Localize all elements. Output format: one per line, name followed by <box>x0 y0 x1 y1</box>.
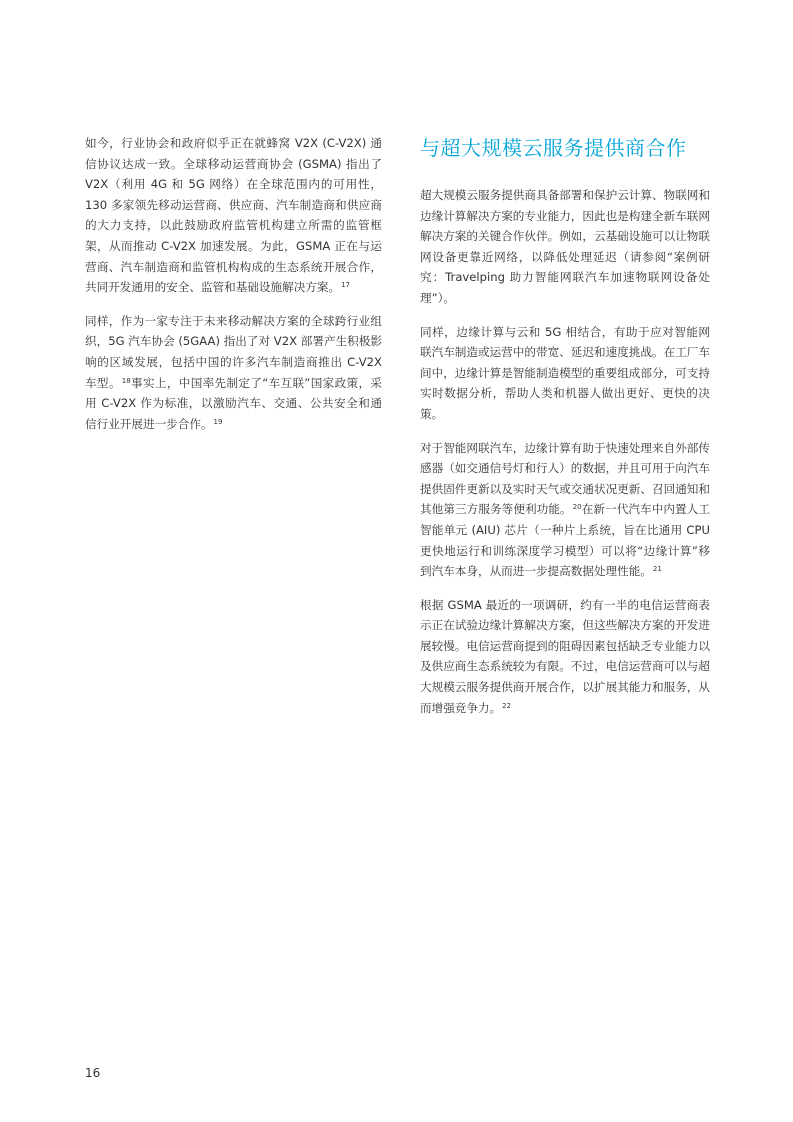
paragraph-text: 同样，作为一家专注于未来移动解决方案的全球跨行业组织，5G 汽车协会 (5GAA) 指出了对 V2X 部署产生积极影响的区域发展，包括中国的许多汽车制造商推出 C-V2X 车型。 <box>85 313 382 390</box>
right-column <box>420 133 710 731</box>
paragraph-text: 事实上，中国率先制定了“车互联”国家政策，采用 C-V2X 作为标准，以激励汽车、交通、公共安全和通信行业开展进一步合作。 <box>85 375 382 431</box>
footnote-ref: 18 <box>121 376 131 385</box>
footnote-ref: 17 <box>341 281 350 290</box>
left-paragraph-2 <box>85 311 382 435</box>
right-paragraph-1 <box>420 185 710 309</box>
paragraph-text: 超大规模云服务提供商具备部署和保护云计算、物联网和边缘计算解决方案的专业能力，因此也是构建全新车联网解决方案的关键合作伙伴。例如，云基础设施可以让物联网设备更靠近网络，以降低处理延迟（请参阅“案例研究：Travelping 助力智能网联汽车加速物联网设备处理”）。 <box>420 188 710 305</box>
footnote-ref: 20 <box>572 503 582 512</box>
page-number: 16 <box>85 1066 101 1080</box>
paragraph-text: 根据 GSMA 最近的一项调研，约有一半的电信运营商表示正在试验边缘计算解决方案，但这些解决方案的开发进展较慢。电信运营商提到的阻碍因素包括缺乏专业能力以及供应商生态系统较为有限。不过，电信运营商可以与超大规模云服务提供商开展合作，以扩展其能力和服务，从而增强竞争力。 <box>420 597 710 715</box>
right-paragraph-4 <box>420 595 710 719</box>
section-heading: 与超大规模云服务提供商合作 <box>420 136 687 160</box>
right-paragraph-2 <box>420 322 710 425</box>
footnote-ref: 21 <box>652 565 662 574</box>
paragraph-text: 同样，边缘计算与云和 5G 相结合，有助于应对智能网联汽车制造或运营中的带宽、延迟和速度挑战。在工厂车间中，边缘计算是智能制造模型的重要组成部分，可支持实时数据分析，帮助人类和机器人做出更好、更快的决策。 <box>420 324 710 421</box>
left-paragraph-1 <box>85 133 382 298</box>
footnote-ref: 19 <box>213 417 223 426</box>
paragraph-text: 对于智能网联汽车，边缘计算有助于快速处理来自外部传感器（如交通信号灯和行人）的数据，并且可用于向汽车提供固件更新以及实时天气或交通状况更新、召回通知和其他第三方服务等便利功能。 <box>420 440 710 517</box>
paragraph-text: 如今，行业协会和政府似乎正在就蜂窝 V2X (C-V2X) 通信协议达成一致。全球移动运营商协会 (GSMA) 指出了 V2X（利用 4G 和 5G 网络）在全球范围内的可用性，130 多家领先移动运营商、供应商、汽车制造商和供应商的大力支持，以此鼓励政府监管机构建立所需的监管框架，从而推动 C-V2X 加速发展。为此，GSMA 正在与运营商、汽车制造商和监管机构构成的生态系统开展合作，共同开发通用的安全、监管和基础设施解决方案。 <box>85 136 382 295</box>
right-paragraph-3 <box>420 438 710 582</box>
footnote-ref: 22 <box>502 701 512 710</box>
paragraph-text: 在新一代汽车中内置人工智能单元 (AIU) 芯片（一种片上系统，旨在比通用 CPU 更快地运行和训练深度学习模型）可以将“边缘计算”移到汽车本身，从而进一步提高数据处理性能。 <box>420 502 710 579</box>
left-column <box>85 133 382 447</box>
